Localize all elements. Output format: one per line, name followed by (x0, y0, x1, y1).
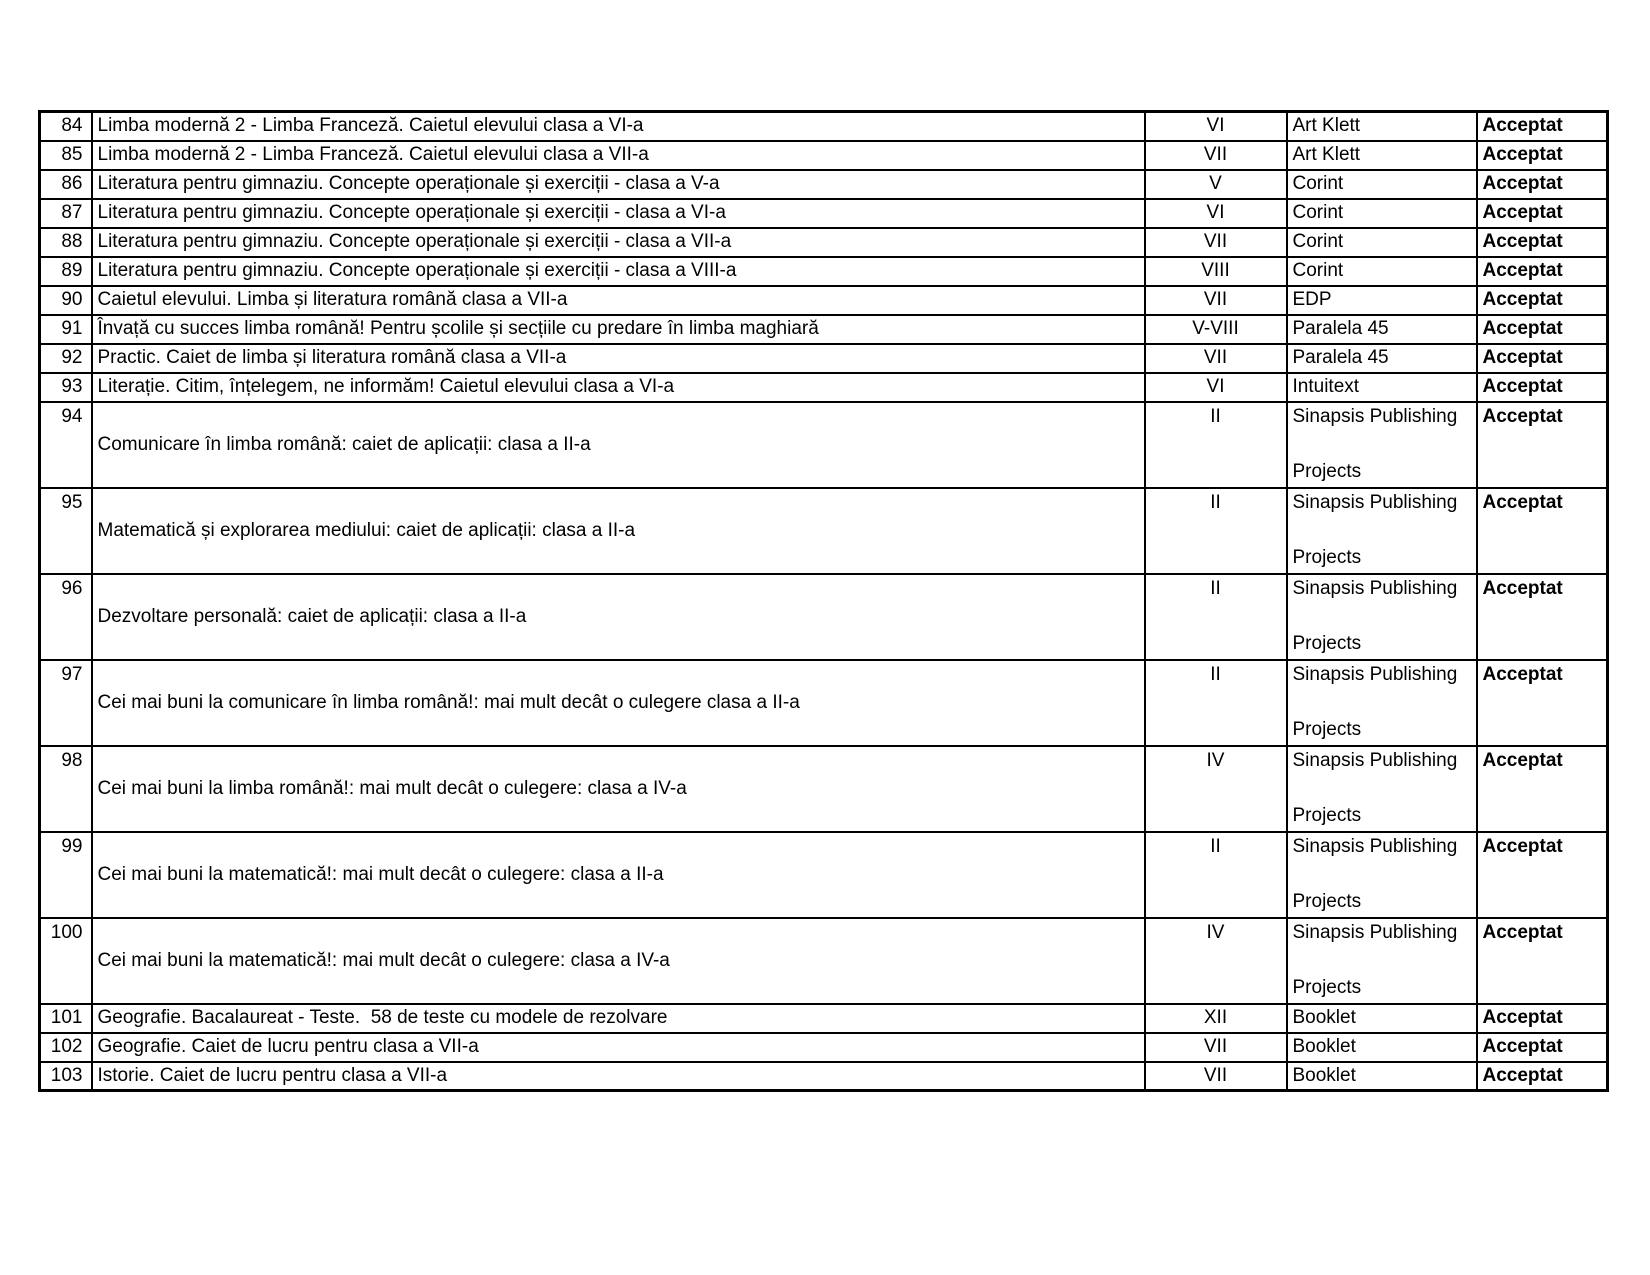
publisher-line1: Sinapsis Publishing (1292, 663, 1458, 685)
title-cell: Învață cu succes limba română! Pentru școlile și secțiile cu predare în limba maghiară (92, 315, 1145, 344)
status-cell: Acceptat (1477, 746, 1608, 832)
class-level-cell: II (1145, 574, 1287, 660)
publisher-text (1293, 202, 1471, 224)
title-cell: Practic. Caiet de limba și literatura română clasa a VII-a (92, 344, 1145, 373)
publisher-text (1293, 231, 1471, 253)
publisher-cell (1287, 112, 1477, 141)
publisher-line1: Sinapsis Publishing (1292, 749, 1458, 771)
publisher-cell (1287, 660, 1477, 746)
publisher-line1: Sinapsis Publishing (1292, 491, 1458, 513)
row-number-cell: 93 (40, 373, 92, 402)
title-cell: Literatura pentru gimnaziu. Concepte operaționale și exerciții - clasa a VI-a (92, 199, 1145, 228)
publisher-line1: Sinapsis Publishing (1292, 405, 1458, 427)
table-row (40, 373, 1608, 402)
class-level-cell: VII (1145, 1062, 1287, 1091)
row-number-cell: 85 (40, 141, 92, 170)
publisher-text (1293, 922, 1471, 1001)
row-number-cell: 99 (40, 832, 92, 918)
class-level-cell: IV (1145, 746, 1287, 832)
publisher-text (1293, 492, 1471, 571)
table-row (40, 832, 1608, 918)
row-number-cell: 87 (40, 199, 92, 228)
status-cell: Acceptat (1477, 315, 1608, 344)
table-row (40, 315, 1608, 344)
title-cell: Cei mai buni la matematică!: mai mult decât o culegere: clasa a IV-a (92, 918, 1145, 1004)
class-level-cell: IV (1145, 918, 1287, 1004)
title-cell: Literatura pentru gimnaziu. Concepte operaționale și exerciții - clasa a VII-a (92, 228, 1145, 257)
table-row (40, 1062, 1608, 1091)
publisher-cell (1287, 373, 1477, 402)
publisher-cell (1287, 315, 1477, 344)
publisher-line2: Projects (1292, 460, 1362, 482)
status-cell: Acceptat (1477, 373, 1608, 402)
title-cell: Limba modernă 2 - Limba Franceză. Caietul elevului clasa a VII-a (92, 141, 1145, 170)
publisher-line1: Booklet (1292, 1036, 1356, 1058)
table-row (40, 660, 1608, 746)
title-cell: Caietul elevului. Limba și literatura română clasa a VII-a (92, 286, 1145, 315)
publisher-text (1293, 318, 1471, 340)
class-level-cell: VII (1145, 228, 1287, 257)
status-cell: Acceptat (1477, 286, 1608, 315)
title-cell: Literație. Citim, înțelegem, ne informăm! Caietul elevului clasa a VI-a (92, 373, 1145, 402)
class-level-cell: VI (1145, 373, 1287, 402)
publisher-cell (1287, 1033, 1477, 1062)
publisher-cell (1287, 199, 1477, 228)
status-cell: Acceptat (1477, 488, 1608, 574)
publisher-text (1293, 406, 1471, 485)
class-level-cell: V (1145, 170, 1287, 199)
row-number-cell: 96 (40, 574, 92, 660)
publisher-cell (1287, 228, 1477, 257)
status-cell: Acceptat (1477, 1033, 1608, 1062)
row-number-cell: 89 (40, 257, 92, 286)
title-cell: Geografie. Caiet de lucru pentru clasa a VII-a (92, 1033, 1145, 1062)
row-number-cell: 90 (40, 286, 92, 315)
publisher-text (1293, 578, 1471, 657)
publisher-line1: Paralela 45 (1292, 347, 1389, 369)
status-cell: Acceptat (1477, 918, 1608, 1004)
publisher-line1: Corint (1292, 173, 1344, 195)
publisher-line2: Projects (1292, 976, 1362, 998)
title-cell: Comunicare în limba română: caiet de aplicații: clasa a II-a (92, 402, 1145, 488)
textbook-approval-table (38, 110, 1609, 1092)
publisher-line1: Sinapsis Publishing (1292, 577, 1458, 599)
publisher-text (1293, 289, 1471, 311)
title-cell: Geografie. Bacalaureat - Teste. 58 de teste cu modele de rezolvare (92, 1004, 1145, 1033)
row-number-cell: 95 (40, 488, 92, 574)
status-cell: Acceptat (1477, 574, 1608, 660)
table-row (40, 1033, 1608, 1062)
table-body (40, 112, 1608, 1091)
class-level-cell: VI (1145, 199, 1287, 228)
publisher-line1: Intuitext (1292, 376, 1360, 398)
row-number-cell: 102 (40, 1033, 92, 1062)
publisher-cell (1287, 1004, 1477, 1033)
status-cell: Acceptat (1477, 141, 1608, 170)
title-cell: Matematică și explorarea mediului: caiet de aplicații: clasa a II-a (92, 488, 1145, 574)
publisher-line1: Corint (1292, 202, 1344, 224)
status-cell: Acceptat (1477, 1004, 1608, 1033)
table-row (40, 257, 1608, 286)
publisher-line2: Projects (1292, 804, 1362, 826)
publisher-line1: Art Klett (1292, 115, 1361, 137)
table-row (40, 228, 1608, 257)
title-cell: Istorie. Caiet de lucru pentru clasa a VII-a (92, 1062, 1145, 1091)
title-cell: Literatura pentru gimnaziu. Concepte operaționale și exerciții - clasa a VIII-a (92, 257, 1145, 286)
row-number-cell: 94 (40, 402, 92, 488)
publisher-text (1293, 144, 1471, 166)
publisher-cell (1287, 832, 1477, 918)
row-number-cell: 98 (40, 746, 92, 832)
publisher-text (1293, 376, 1471, 398)
table-row (40, 112, 1608, 141)
publisher-text (1293, 836, 1471, 915)
publisher-line1: Art Klett (1292, 144, 1361, 166)
title-cell: Dezvoltare personală: caiet de aplicații: clasa a II-a (92, 574, 1145, 660)
publisher-text (1293, 664, 1471, 743)
publisher-line1: Sinapsis Publishing (1292, 921, 1458, 943)
publisher-line1: Booklet (1292, 1007, 1356, 1029)
publisher-text (1293, 1065, 1471, 1087)
class-level-cell: II (1145, 488, 1287, 574)
class-level-cell: XII (1145, 1004, 1287, 1033)
publisher-cell (1287, 1062, 1477, 1091)
status-cell: Acceptat (1477, 660, 1608, 746)
publisher-line2: Projects (1292, 718, 1362, 740)
class-level-cell: V-VIII (1145, 315, 1287, 344)
status-cell: Acceptat (1477, 112, 1608, 141)
row-number-cell: 88 (40, 228, 92, 257)
table-row (40, 918, 1608, 1004)
table-row (40, 402, 1608, 488)
publisher-cell (1287, 257, 1477, 286)
row-number-cell: 103 (40, 1062, 92, 1091)
publisher-line2: Projects (1292, 890, 1362, 912)
table-row (40, 574, 1608, 660)
publisher-line1: EDP (1292, 289, 1332, 311)
class-level-cell: II (1145, 660, 1287, 746)
status-cell: Acceptat (1477, 257, 1608, 286)
publisher-line1: Paralela 45 (1292, 318, 1389, 340)
publisher-text (1293, 1007, 1471, 1029)
publisher-text (1293, 1036, 1471, 1058)
publisher-line2: Projects (1292, 546, 1362, 568)
row-number-cell: 84 (40, 112, 92, 141)
title-cell: Cei mai buni la comunicare în limba română!: mai mult decât o culegere clasa a II-a (92, 660, 1145, 746)
status-cell: Acceptat (1477, 170, 1608, 199)
publisher-line1: Corint (1292, 260, 1344, 282)
status-cell: Acceptat (1477, 344, 1608, 373)
table-row (40, 488, 1608, 574)
class-level-cell: VIII (1145, 257, 1287, 286)
publisher-cell (1287, 402, 1477, 488)
row-number-cell: 92 (40, 344, 92, 373)
title-cell: Cei mai buni la limba română!: mai mult decât o culegere: clasa a IV-a (92, 746, 1145, 832)
status-cell: Acceptat (1477, 228, 1608, 257)
table-row (40, 746, 1608, 832)
publisher-cell (1287, 141, 1477, 170)
publisher-text (1293, 173, 1471, 195)
publisher-line2: Projects (1292, 632, 1362, 654)
row-number-cell: 97 (40, 660, 92, 746)
publisher-cell (1287, 286, 1477, 315)
row-number-cell: 86 (40, 170, 92, 199)
table-row (40, 1004, 1608, 1033)
row-number-cell: 91 (40, 315, 92, 344)
publisher-line1: Corint (1292, 231, 1344, 253)
table-row (40, 344, 1608, 373)
publisher-cell (1287, 488, 1477, 574)
table-row (40, 286, 1608, 315)
class-level-cell: VI (1145, 112, 1287, 141)
publisher-cell (1287, 574, 1477, 660)
table-row (40, 199, 1608, 228)
class-level-cell: II (1145, 402, 1287, 488)
class-level-cell: VII (1145, 1033, 1287, 1062)
class-level-cell: VII (1145, 344, 1287, 373)
title-cell: Literatura pentru gimnaziu. Concepte operaționale și exerciții - clasa a V-a (92, 170, 1145, 199)
publisher-cell (1287, 746, 1477, 832)
row-number-cell: 101 (40, 1004, 92, 1033)
publisher-text (1293, 115, 1471, 137)
title-cell: Limba modernă 2 - Limba Franceză. Caietul elevului clasa a VI-a (92, 112, 1145, 141)
status-cell: Acceptat (1477, 402, 1608, 488)
publisher-text (1293, 260, 1471, 282)
publisher-text (1293, 750, 1471, 829)
status-cell: Acceptat (1477, 1062, 1608, 1091)
table-row (40, 170, 1608, 199)
class-level-cell: VII (1145, 286, 1287, 315)
publisher-line1: Sinapsis Publishing (1292, 835, 1458, 857)
class-level-cell: VII (1145, 141, 1287, 170)
publisher-text (1293, 347, 1471, 369)
class-level-cell: II (1145, 832, 1287, 918)
row-number-cell: 100 (40, 918, 92, 1004)
status-cell: Acceptat (1477, 199, 1608, 228)
table-row (40, 141, 1608, 170)
publisher-cell (1287, 170, 1477, 199)
publisher-cell (1287, 344, 1477, 373)
title-cell: Cei mai buni la matematică!: mai mult decât o culegere: clasa a II-a (92, 832, 1145, 918)
status-cell: Acceptat (1477, 832, 1608, 918)
publisher-cell (1287, 918, 1477, 1004)
publisher-line1: Booklet (1292, 1064, 1356, 1086)
